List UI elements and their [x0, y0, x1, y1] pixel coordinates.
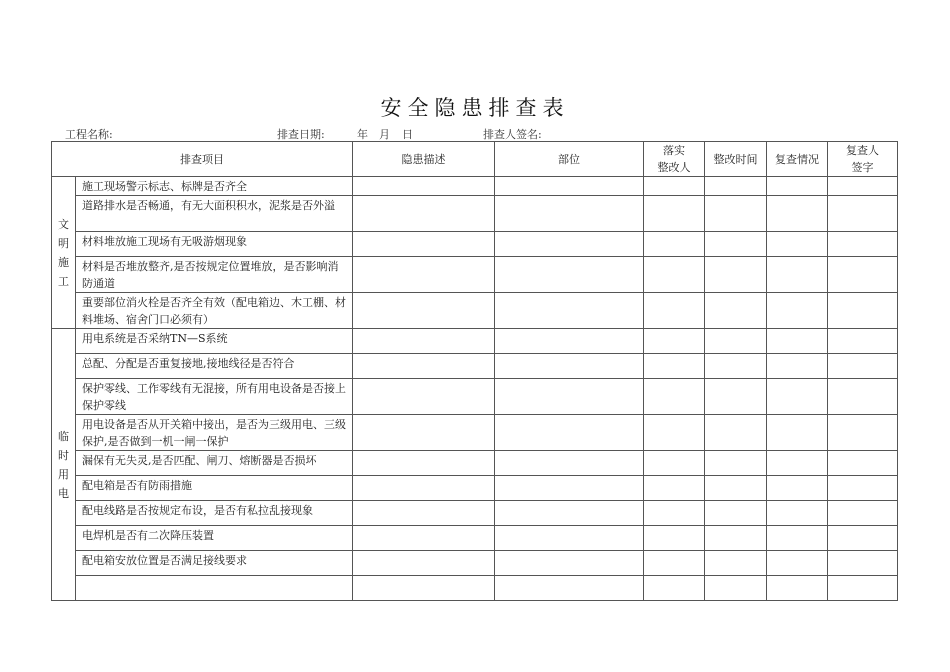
recheck-cell[interactable] [767, 329, 828, 354]
rectify-time-cell[interactable] [705, 232, 767, 257]
hazard-cell[interactable] [353, 379, 495, 415]
check-item: 材料堆放施工现场有无吸游烟现象 [76, 232, 353, 257]
recheck-cell[interactable] [767, 293, 828, 329]
hazard-cell[interactable] [353, 576, 495, 601]
responsible-cell[interactable] [644, 526, 705, 551]
location-cell[interactable] [495, 576, 644, 601]
responsible-cell[interactable] [644, 476, 705, 501]
recheck-cell[interactable] [767, 551, 828, 576]
rechecker-cell[interactable] [828, 526, 898, 551]
day-label: 日 [402, 128, 413, 141]
rechecker-cell[interactable] [828, 551, 898, 576]
table-row [52, 379, 898, 415]
section-name: 临时用电 [58, 429, 69, 500]
check-item: 保护零线、工作零线有无混接，所有用电设备是否接上保护零线 [76, 379, 353, 415]
header-rechecker [828, 142, 898, 177]
hazard-cell[interactable] [353, 177, 495, 196]
check-item: 用电系统是否采纳TN—S系统 [76, 329, 353, 354]
recheck-cell[interactable] [767, 232, 828, 257]
rechecker-cell[interactable] [828, 196, 898, 232]
hazard-cell[interactable] [353, 526, 495, 551]
rectify-time-cell[interactable] [705, 257, 767, 293]
location-cell[interactable] [495, 415, 644, 451]
page-title: 安全隐患排查表 [380, 96, 570, 120]
inspector-signature-label: 排查人签名: [483, 128, 542, 141]
location-cell[interactable] [495, 329, 644, 354]
location-cell[interactable] [495, 476, 644, 501]
hazard-cell[interactable] [353, 415, 495, 451]
header-rechecker-line1: 复查人 [846, 144, 879, 157]
check-item: 重要部位消火栓是否齐全有效（配电箱边、木工棚、材料堆场、宿舍门口必须有） [76, 293, 353, 329]
responsible-cell[interactable] [644, 415, 705, 451]
location-cell[interactable] [495, 232, 644, 257]
location-cell[interactable] [495, 177, 644, 196]
rectify-time-cell[interactable] [705, 354, 767, 379]
header-item: 排查项目 [52, 142, 353, 177]
check-item [76, 576, 353, 601]
recheck-cell[interactable] [767, 451, 828, 476]
rectify-time-cell[interactable] [705, 526, 767, 551]
hazard-cell[interactable] [353, 501, 495, 526]
hazard-cell[interactable] [353, 451, 495, 476]
check-item: 电焊机是否有二次降压装置 [76, 526, 353, 551]
table-row [52, 415, 898, 451]
hazard-cell[interactable] [353, 257, 495, 293]
table-row [52, 329, 898, 354]
hazard-cell[interactable] [353, 329, 495, 354]
responsible-cell[interactable] [644, 379, 705, 415]
responsible-cell[interactable] [644, 329, 705, 354]
check-item: 漏保有无失灵,是否匹配、闸刀、熔断器是否损坏 [76, 451, 353, 476]
responsible-cell[interactable] [644, 293, 705, 329]
rectify-time-cell[interactable] [705, 415, 767, 451]
responsible-cell[interactable] [644, 576, 705, 601]
rechecker-cell[interactable] [828, 379, 898, 415]
table-row [52, 526, 898, 551]
rechecker-cell[interactable] [828, 354, 898, 379]
recheck-cell[interactable] [767, 415, 828, 451]
rechecker-cell[interactable] [828, 576, 898, 601]
rechecker-cell[interactable] [828, 177, 898, 196]
rectify-time-cell[interactable] [705, 451, 767, 476]
check-item: 配电线路是否按规定布设，是否有私拉乱接现象 [76, 501, 353, 526]
responsible-cell[interactable] [644, 196, 705, 232]
check-item: 总配、分配是否重复接地,接地线径是否符合 [76, 354, 353, 379]
recheck-cell[interactable] [767, 526, 828, 551]
check-item: 配电箱安放位置是否满足接线要求 [76, 551, 353, 576]
location-cell[interactable] [495, 293, 644, 329]
responsible-cell[interactable] [644, 451, 705, 476]
table-row [52, 257, 898, 293]
location-cell[interactable] [495, 354, 644, 379]
month-label: 月 [379, 128, 390, 141]
rechecker-cell[interactable] [828, 451, 898, 476]
header-hazard: 隐患描述 [353, 142, 495, 177]
rectify-time-cell[interactable] [705, 293, 767, 329]
hazard-cell[interactable] [353, 196, 495, 232]
location-cell[interactable] [495, 451, 644, 476]
table-row [52, 551, 898, 576]
header-rectify-time: 整改时间 [705, 142, 767, 177]
location-cell[interactable] [495, 526, 644, 551]
hazard-cell[interactable] [353, 293, 495, 329]
recheck-cell[interactable] [767, 379, 828, 415]
rectify-time-cell[interactable] [705, 379, 767, 415]
rectify-time-cell[interactable] [705, 329, 767, 354]
responsible-cell[interactable] [644, 354, 705, 379]
location-cell[interactable] [495, 501, 644, 526]
table-row [52, 576, 898, 601]
rectify-time-cell[interactable] [705, 501, 767, 526]
check-item: 用电设备是否从开关箱中接出，是否为三级用电、三级保护,是否做到一机一闸一保护 [76, 415, 353, 451]
hazard-cell[interactable] [353, 354, 495, 379]
responsible-cell[interactable] [644, 232, 705, 257]
rechecker-cell[interactable] [828, 415, 898, 451]
responsible-cell[interactable] [644, 177, 705, 196]
inspection-table [51, 141, 898, 601]
recheck-cell[interactable] [767, 501, 828, 526]
rectify-time-cell[interactable] [705, 196, 767, 232]
rechecker-cell[interactable] [828, 232, 898, 257]
header-responsible-line1: 落实 [663, 144, 685, 157]
responsible-cell[interactable] [644, 551, 705, 576]
header-responsible [644, 142, 705, 177]
header-recheck: 复查情况 [767, 142, 828, 177]
table-row [52, 501, 898, 526]
rechecker-cell[interactable] [828, 293, 898, 329]
recheck-cell[interactable] [767, 354, 828, 379]
hazard-cell[interactable] [353, 232, 495, 257]
rechecker-cell[interactable] [828, 501, 898, 526]
table-row [52, 177, 898, 196]
recheck-cell[interactable] [767, 576, 828, 601]
rectify-time-cell[interactable] [705, 576, 767, 601]
table-row [52, 232, 898, 257]
rechecker-cell[interactable] [828, 329, 898, 354]
location-cell[interactable] [495, 379, 644, 415]
header-location: 部位 [495, 142, 644, 177]
rechecker-cell[interactable] [828, 476, 898, 501]
location-cell[interactable] [495, 257, 644, 293]
rectify-time-cell[interactable] [705, 177, 767, 196]
location-cell[interactable] [495, 551, 644, 576]
table-row [52, 293, 898, 329]
header-row [52, 142, 898, 177]
hazard-cell[interactable] [353, 476, 495, 501]
table-row [52, 476, 898, 501]
recheck-cell[interactable] [767, 177, 828, 196]
check-item: 道路排水是否畅通，有无大面积积水，泥浆是否外溢 [76, 196, 353, 232]
rectify-time-cell[interactable] [705, 476, 767, 501]
table-row [52, 196, 898, 232]
project-name-label: 工程名称: [65, 128, 113, 141]
rechecker-cell[interactable] [828, 257, 898, 293]
check-date-label: 排查日期: [277, 128, 325, 141]
recheck-cell[interactable] [767, 476, 828, 501]
section-name: 文明施工 [58, 217, 69, 288]
table-row [52, 354, 898, 379]
responsible-cell[interactable] [644, 257, 705, 293]
responsible-cell[interactable] [644, 501, 705, 526]
location-cell[interactable] [495, 196, 644, 232]
recheck-cell[interactable] [767, 257, 828, 293]
check-item: 材料是否堆放整齐,是否按规定位置堆放，是否影响消防通道 [76, 257, 353, 293]
check-item: 配电箱是否有防雨措施 [76, 476, 353, 501]
header-responsible-line2: 整改人 [657, 161, 691, 174]
check-item: 施工现场警示标志、标牌是否齐全 [76, 177, 353, 196]
section-label [52, 329, 76, 601]
year-label: 年 [357, 128, 368, 141]
recheck-cell[interactable] [767, 196, 828, 232]
section-label [52, 177, 76, 329]
header-rechecker-line2: 签字 [851, 161, 874, 174]
hazard-cell[interactable] [353, 551, 495, 576]
rectify-time-cell[interactable] [705, 551, 767, 576]
table-row [52, 451, 898, 476]
